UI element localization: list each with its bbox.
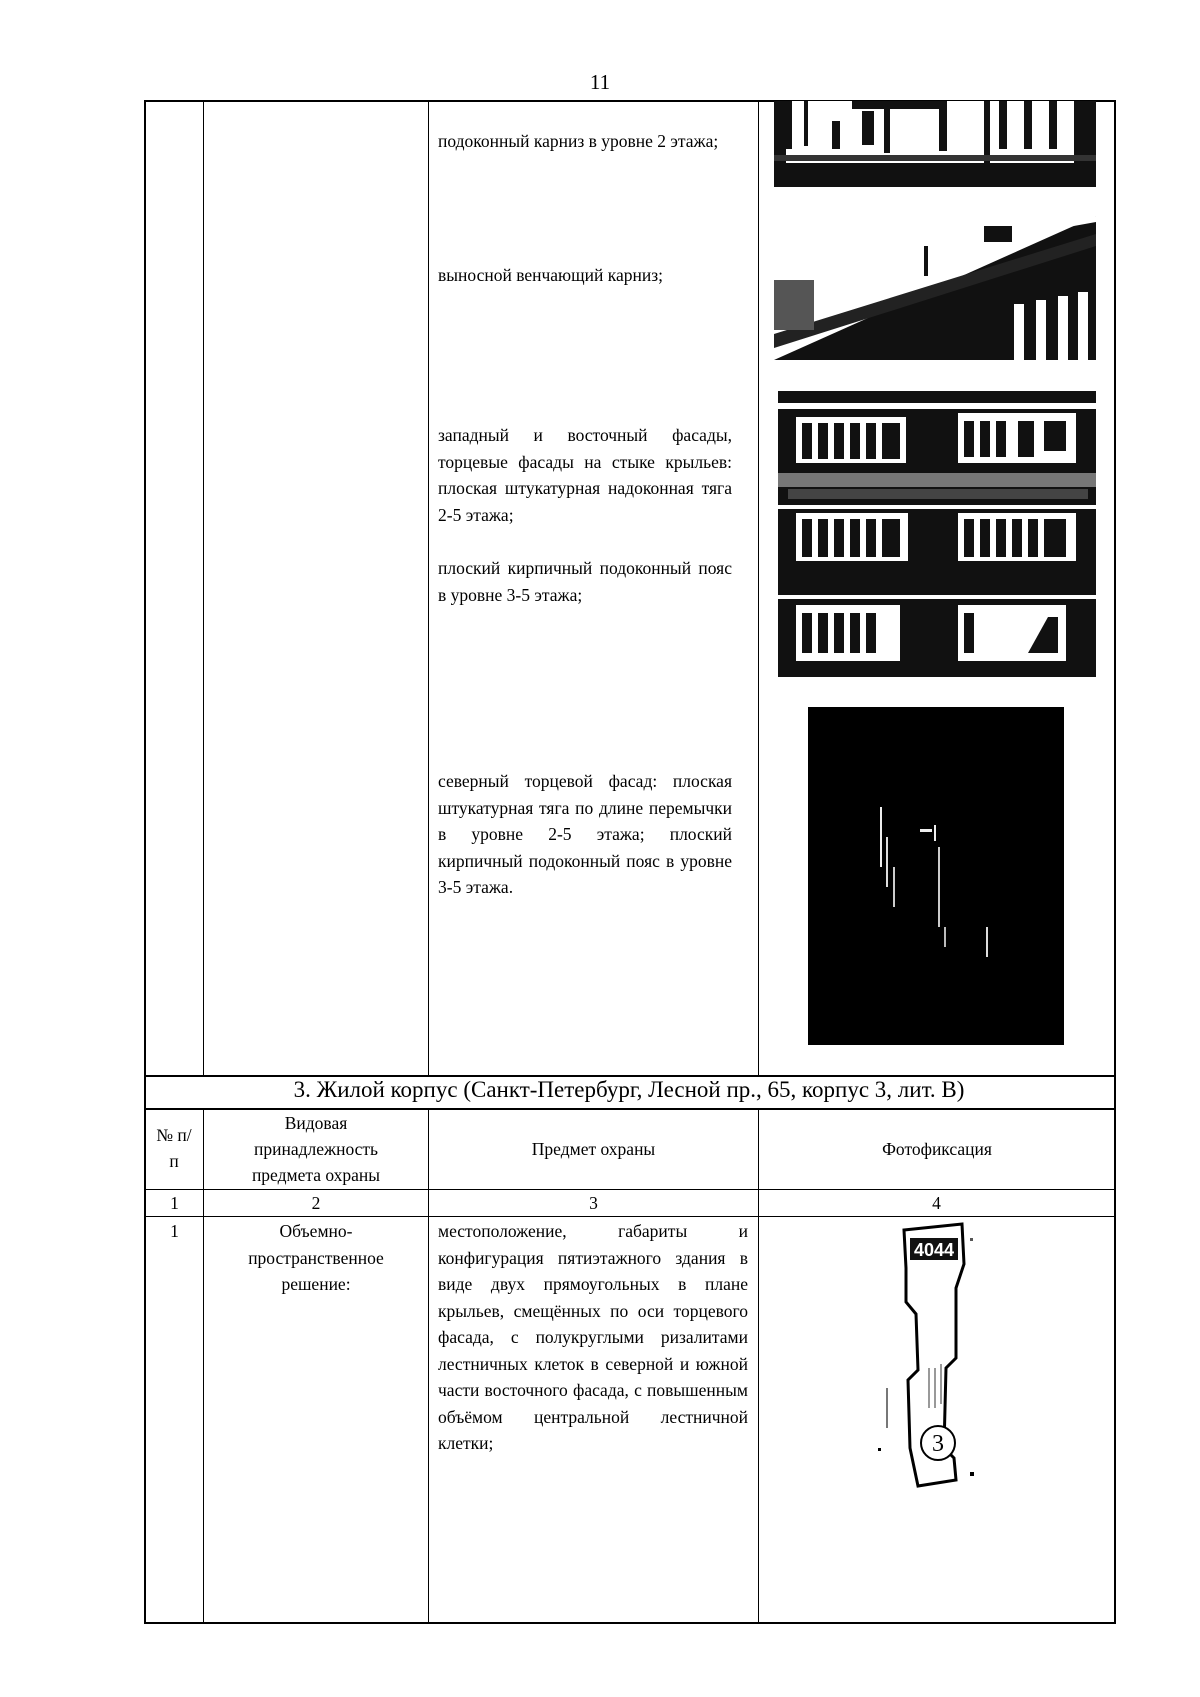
row-number: 1 bbox=[170, 1221, 179, 1241]
col-divider-3-bottom bbox=[758, 1108, 759, 1623]
subject-text-brick-belt: плоский кирпичный подоконный пояс в уровне 3-5 этажа; bbox=[438, 558, 732, 605]
header-type: Видовая принадлежность предмета охраны bbox=[251, 1113, 381, 1185]
column-number-2: 2 bbox=[311, 1193, 321, 1213]
header-photo: Фотофиксация bbox=[882, 1139, 992, 1159]
col-divider-1-bottom bbox=[203, 1108, 204, 1623]
facade-windows-photo bbox=[778, 391, 1096, 677]
north-facade-photo bbox=[808, 707, 1064, 1045]
section-3-title: 3. Жилой корпус (Санкт-Петербург, Лесной пр., 65, корпус 3, лит. В) bbox=[293, 1077, 965, 1102]
subject-text-facades: западный и восточный фасады, торцевые фасады на стыке крыльев: плоская штукатурная надоконная тяга 2-5 этажа; bbox=[438, 425, 732, 525]
subject-text-north-facade: северный торцевой фасад: плоская штукатурная тяга по длине перемычки в уровне 2-5 этажа; плоский кирпичный подоконный пояс в уровне 3-5 этажа. bbox=[438, 771, 732, 897]
row-divider-colnum-bottom bbox=[144, 1216, 1116, 1217]
column-number-3: 3 bbox=[589, 1193, 598, 1213]
col-divider-2-bottom bbox=[428, 1108, 429, 1623]
cornice-photo bbox=[774, 216, 1096, 360]
row-subject: местоположение, габариты и конфигурация пятиэтажного здания в виде двух прямоугольных в плане крыльев, смещённых по оси торцевого фасада, с полукруглыми ризалитами лестничных клеток в северной и южной части восточного фасада, с повышенным объёмом центральной лестничной клетки; bbox=[438, 1221, 748, 1453]
plan-label-top: 4044 bbox=[913, 1240, 955, 1260]
table-border-left bbox=[144, 100, 146, 1624]
building-facade-photo bbox=[774, 101, 1096, 187]
table-border-bottom bbox=[144, 1622, 1116, 1624]
column-number-1: 1 bbox=[170, 1193, 179, 1213]
header-subject: Предмет охраны bbox=[531, 1139, 656, 1159]
col-divider-3-top bbox=[758, 100, 759, 1076]
column-number-4: 4 bbox=[932, 1193, 941, 1213]
plan-label-circle: 3 bbox=[932, 1431, 944, 1457]
header-number: № п/п bbox=[156, 1125, 192, 1171]
col-divider-1-top bbox=[203, 100, 204, 1076]
site-plan-image bbox=[866, 1218, 1016, 1496]
col-divider-2-top bbox=[428, 100, 429, 1076]
row-type: Объемно-пространственное решение: bbox=[248, 1221, 384, 1294]
subject-text-cornice-2: подоконный карниз в уровне 2 этажа; bbox=[438, 131, 719, 151]
page-number: 11 bbox=[589, 70, 611, 94]
subject-text-crowning-cornice: выносной венчающий карниз; bbox=[438, 265, 663, 285]
table-border-right bbox=[1114, 100, 1116, 1624]
